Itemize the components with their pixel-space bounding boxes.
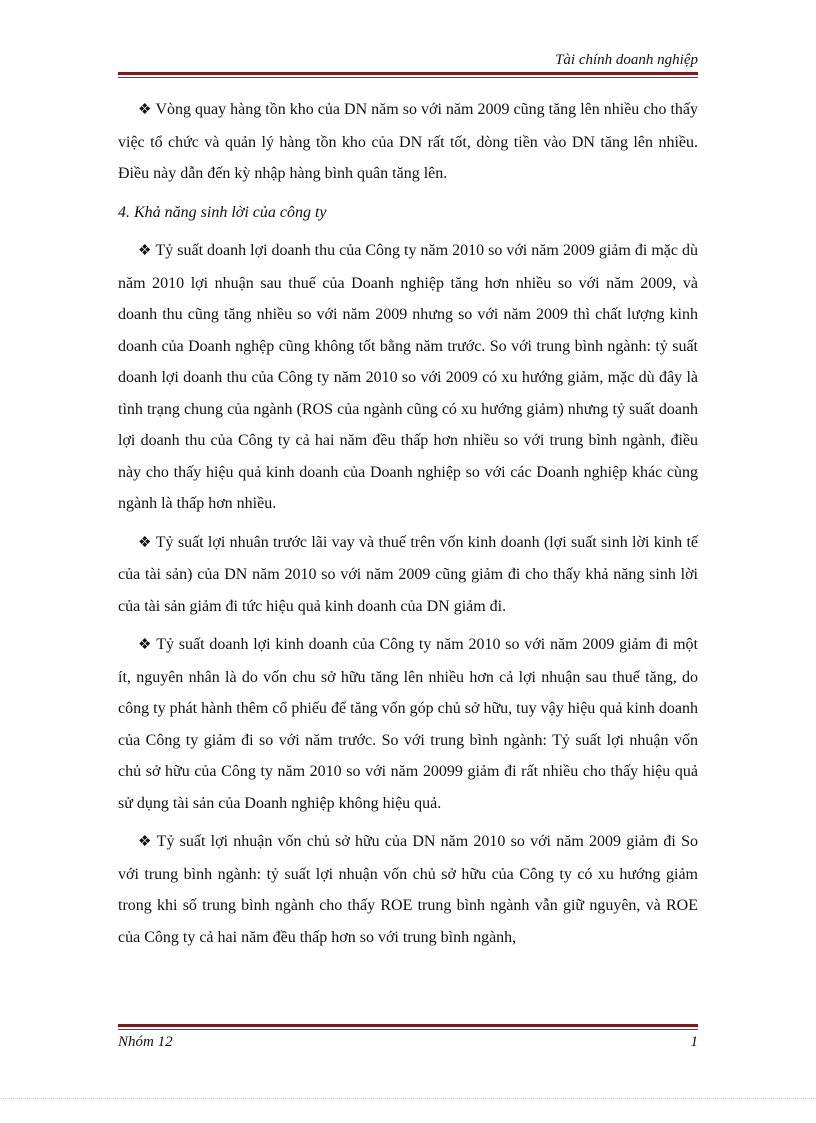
paragraph-text: Tỷ suất lợi nhuân trước lãi vay và thuế trên vốn kinh doanh (lợi suất sinh lời kinh tế của tài sản) của DN năm 2010 so với năm 2009 cũng giảm đi cho thấy khả năng sinh lời của tài sản giảm đi tức hiệu quả kinh doanh của DN giảm đi. — [118, 533, 699, 615]
header-rule — [118, 72, 698, 78]
footer-group-name: Nhóm 12 — [118, 1034, 173, 1050]
page-edge-divider — [0, 1098, 816, 1099]
paragraph-business-return — [118, 629, 698, 819]
paragraph-text: Tỷ suất lợi nhuận vốn chủ sở hữu của DN năm 2010 so với năm 2009 giảm đi So với trung bình ngành: tỷ suất lợi nhuận vốn chủ sở hữu của Công ty có xu hướng giảm trong khi số trung bình ngành cho thấy ROE trung bình ngành vẫn giữ nguyên, và ROE của Công ty cả hai năm đều thấp hơn so với trung bình ngành, — [118, 833, 698, 946]
paragraph-text: Vòng quay hàng tồn kho của DN năm so với năm 2009 cũng tăng lên nhiều cho thấy việc tổ chức và quản lý hàng tồn kho của DN rất tốt, dòng tiền vào DN tăng lên nhiều. Điều này dẫn đến kỳ nhập hàng bình quân tăng lên. — [118, 101, 699, 182]
paragraph-roe — [118, 826, 698, 953]
paragraph-inventory-turnover — [118, 94, 698, 190]
footer-rule — [118, 1024, 698, 1030]
diamond-bullet-icon: ❖ — [138, 534, 152, 551]
page-header-title: Tài chính doanh nghiệp — [555, 52, 698, 68]
paragraph-ros — [118, 235, 698, 520]
section-heading: 4. Khả năng sinh lời của công ty — [118, 203, 327, 221]
paragraph-text: Tỷ suất doanh lợi kinh doanh của Công ty năm 2010 so với năm 2009 giảm đi một ít, nguyên nhân là do vốn chu sở hữu tăng lên nhiều hơn cả lợi nhuận sau thuế tăng, do công ty phát hành thêm cổ phiếu để tăng vốn góp chủ sở hữu, tuy vậy hiệu quả kinh doanh của Công ty giảm đi so với năm trước. So với trung bình ngành: Tỷ suất lợi nhuận vốn chủ sở hữu của Công ty năm 2010 so với năm 20099 giảm đi rất nhiều cho thấy hiệu quả sử dụng tài sản của Doanh nghiệp không hiệu quả. — [118, 636, 698, 812]
diamond-bullet-icon: ❖ — [138, 637, 153, 653]
document-body — [118, 94, 698, 960]
page-number: 1 — [690, 1034, 698, 1050]
paragraph-bep — [118, 527, 698, 623]
diamond-bullet-icon: ❖ — [138, 834, 153, 850]
paragraph-text: Tỷ suất doanh lợi doanh thu của Công ty năm 2010 so với năm 2009 giảm đi mặc dù năm 2010 lợi nhuận sau thuế của Doanh nghiệp tăng hơn nhiều so với năm 2009, và doanh thu cũng tăng nhiều so với năm 2009 nhưng so với năm 2009 thì chất lượng kinh doanh của Doanh nghệp cũng không tốt bằng năm trước. So với trung bình ngành: tỷ suất doanh lợi doanh thu của Công ty năm 2010 so với 2009 có xu hướng giảm, mặc dù đây là tình trạng chung của ngành (ROS của ngành cũng có xu hướng giảm) nhưng tỷ suất doanh lợi doanh thu của Công ty cả hai năm đều thấp hơn nhiều so với trung bình ngành, điều này cho thấy hiệu quả kinh doanh của Doanh nghiệp so với các Doanh nghiệp khác cùng ngành là thấp hơn nhiều. — [118, 242, 698, 512]
diamond-bullet-icon: ❖ — [138, 243, 152, 259]
diamond-bullet-icon: ❖ — [138, 102, 152, 118]
